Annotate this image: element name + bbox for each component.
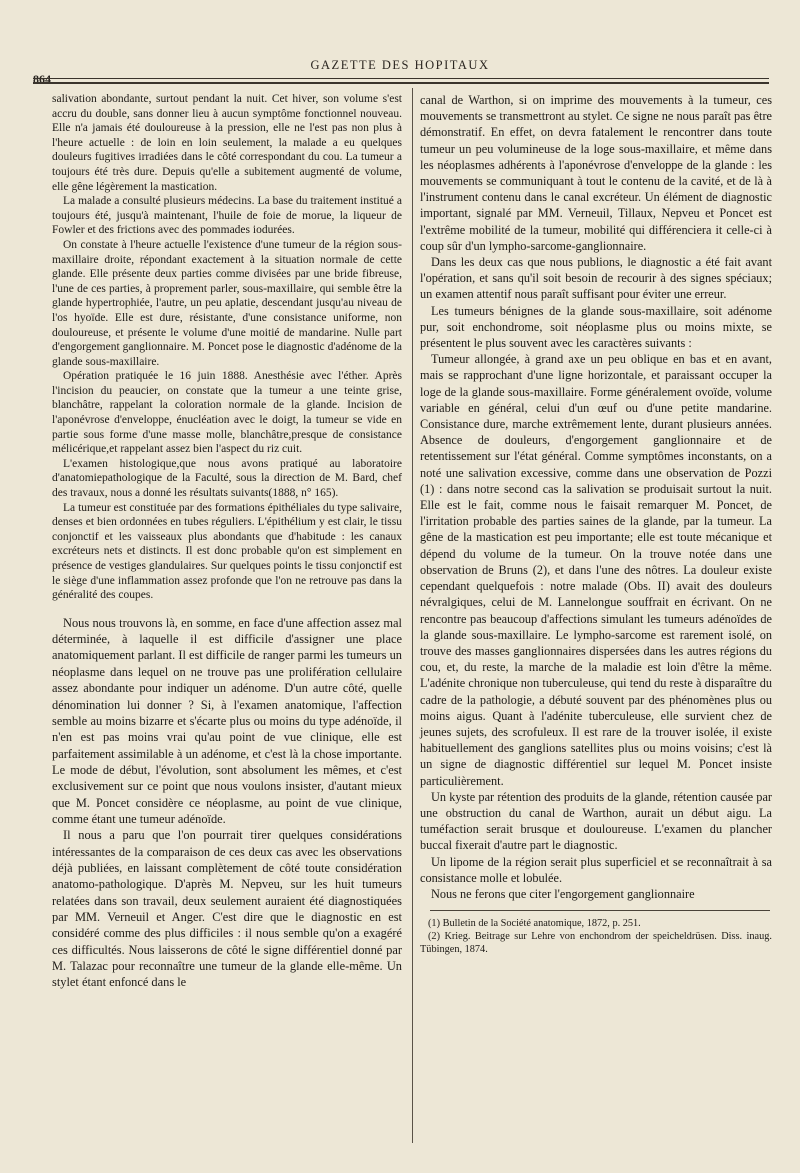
header-rule [33, 78, 769, 79]
running-head: GAZETTE DES HOPITAUX [310, 58, 490, 72]
right-column [420, 92, 772, 956]
paragraph: L'examen histologique,que nous avons pratiqué au laboratoire d'anatomiepathologique de la Faculté, sous la direction de M. Bard, chef des travaux, nous a donné les résultats suivants(1888, n° 165). [52, 457, 402, 500]
paragraph: Les tumeurs bénignes de la glande sous-maxillaire, soit adénome pur, soit enchondrome, soit néoplasme plus ou moins mixte, se présentent le plus souvent avec les caractères suivants : [420, 303, 772, 351]
paragraph: La malade a consulté plusieurs médecins. La base du traitement institué a toujours été, jusqu'à maintenant, l'huile de foie de morue, la liqueur de Fowler et des frictions avec des pommades iodurées. [52, 195, 402, 237]
paragraph: Il nous a paru que l'on pourrait tirer quelques considérations intéressantes de la comparaison de ces deux cas avec les observations déjà publiées, en laissant complètement de côté toute considération anatomo-pathologique. D'après M. Nepveu, sur les huit tumeurs relatées dans son travail, deux seulement auraient été diagnostiquées par MM. Verneuil et Anger. C'est dire que le diagnostic en est considéré comme des plus difficiles : il nous semble qu'on a exagéré ces difficultés. Nous laisserons de côté le signe différentiel donné par M. Talazac pour reconnaître une tumeur de la glande elle-même. Un stylet étant enfoncé dans le [52, 828, 402, 990]
paragraph: Opération pratiquée le 16 juin 1888. Anesthésie avec l'éther. Après l'incision du peaucier, on constate que la tumeur a une teinte grise, blanchâtre, rappelant la coloration normale de la glande. Incision de l'aponévrose d'enveloppe, énucléation avec le doigt, la tumeur se vide en partie sous forme d'une masse molle, blanchâtre,presque de consistance mélicérique,et rappelant assez bien l'aspect du riz cuit. [52, 370, 402, 456]
paragraph: Tumeur allongée, à grand axe un peu oblique en bas et en avant, mais se rapprochant d'une ligne horizontale, et paraissant occuper la loge de la glande sous-maxillaire. Forme généralement ovoïde, volume variable en général, celui d'un œuf ou d'une petite mandarine. Consistance dure, marche extrêmement lente, durant plusieurs années. Absence de douleurs, d'engorgement ganglionnaire et de retentissement sur l'état général. Comme symptômes inconstants, on a noté une salivation excessive, comme dans une observation de Pozzi (1) : dans notre second cas la salivation se produisait surtout la nuit. Elle est le fait, comme nous le faisait remarquer M. Poncet, de l'irritation probable des parties saines de la glande, par la tumeur. La gêne de la mastication est peu importante; elle est toute mécanique et dépend du volume de la tumeur. On la trouve notée dans une observation de Bruns (2), et dans l'une des nôtres. La douleur existe cependant quelquefois : notre malade (Obs. II) avait des douleurs névralgiques, celui de M. Lannelongue souffrait en écrivant. On ne rencontre pas beaucoup d'affections simulant les tumeurs adénoïdes de la glande sous-maxillaire. Le lympho-sarcome est rarement isolé, on trouve des masses ganglionnaires dispersées dans les autres régions du cou, et, du reste, la marche de la maladie est loin d'être la même. L'adénite chronique non tuberculeuse, qui tend du reste à disparaître du cadre de la pathologie, a débuté souvent par des phénomènes plus ou moins aigus. Quant à l'adénite tuberculeuse, elle survient chez de jeunes sujets, des scrofuleux. Il est rare de la trouver isolée, il existe habituellement des ganglions satellites plus ou moins voisins; c'est là un signe de diagnostic différentiel sur lequel M. Poncet insiste particulièrement. [420, 352, 772, 788]
paragraph: canal de Warthon, si on imprime des mouvements à la tumeur, ces mouvements se transmettront au stylet. Ce signe ne nous paraît pas être démonstratif. En effet, on devra fatalement le rencontrer dans toute tumeur un peu volumineuse de la loge sous-maxillaire, et même dans les néoplasmes adhérents à l'aponévrose d'enveloppe de la glande : les mouvements se communiquant à tout le contenu de la cavité, et de là à l'instrument contenu dans le canal excréteur. Un élément de diagnostic important, signalé par MM. Verneuil, Tillaux, Nepveu et Poncet est l'extrême mobilité de la tumeur, mobilité qui différenciera it celle-ci à coup sûr d'un lympho-sarcome-ganglionnaire. [420, 93, 772, 253]
paragraph: On constate à l'heure actuelle l'existence d'une tumeur de la région sous-maxillaire droite, répondant exactement à la situation normale de cette glande. Elle présente deux parties comme divisées par une bride fibreuse, l'une de ces parties, à proprement parler, sous-maxillaire, qui semble être la glande hypertrophiée, l'autre, un peu aplatie, descendant jusqu'au niveau de l'os hyoïde. Elle est dure, résistante, d'une consistance uniforme, non douloureuse, et présente le volume d'une moitié de mandarine. Nulle part d'engorgement ganglionnaire. M. Poncet pose le diagnostic d'adénome de la glande sous-maxillaire. [52, 238, 402, 368]
header-rule-thick [33, 82, 769, 84]
paragraph: Dans les deux cas que nous publions, le diagnostic a été fait avant l'opération, et sans qu'il soit besoin de recourir à des signes spéciaux; un examen attentif nous paraît suffisant pour éviter une erreur. [420, 255, 772, 302]
left-column [52, 92, 402, 991]
footnote: (1) Bulletin de la Société anatomique, 1872, p. 251. [428, 918, 641, 930]
paragraph: salivation abondante, surtout pendant la nuit. Cet hiver, son volume s'est accru du double, sans donner lieu à aucun symptôme fonctionnel nouveau. Elle n'a jamais été douloureuse à la pression, elle ne l'est pas non plus à l'heure actuelle : de loin en loin seulement, la malade a eu quelques douleurs fugitives irradiées dans le côté correspondant du cou. La tumeur a toujours été très dure. Depuis qu'elle a subitement augmenté de volume, elle gêne légèrement la mastication. [52, 93, 402, 193]
footnotes [420, 917, 772, 956]
paragraph: Nous nous trouvons là, en somme, en face d'une affection assez mal déterminée, à laquelle il est difficile d'assigner une place anatomiquement parlant. Il est difficile de ranger parmi les tumeurs un néoplasme dans lequel on ne trouve pas une prolifération cellulaire assez abondante pour indiquer un adénome. D'un autre côté, quelle dénomination lui donner ? Si, à l'examen anatomique, l'affection semble au moins bizarre et s'écarte plus ou moins du type adénoïde, il n'en est pas moins vrai qu'au point de vue clinique, elle est parfaitement assimilable à un adénome, et c'est là la chose importante. Le mode de début, l'évolution, sont absolument les mêmes, et c'est exclusivement sur ce point que nous voulons insister, d'autant mieux que M. Poncet considère ce néoplasme, au point de vue clinique, comme étant une tumeur adénoïde. [52, 615, 402, 826]
section-gap [52, 603, 402, 615]
paragraph: Un lipome de la région serait plus superficiel et se reconnaîtrait à sa consistance molle et lobulée. [420, 854, 772, 885]
paragraph: Un kyste par rétention des produits de la glande, rétention causée par une obstruction du canal de Warthon, aurait un début aigu. La tuméfaction serait brusque et douloureuse. L'examen du plancher buccal fixerait d'autre part le diagnostic. [420, 789, 772, 853]
footnote-rule [430, 910, 770, 911]
paragraph: Nous ne ferons que citer l'engorgement ganglionnaire [431, 886, 695, 901]
page-number: 864 [33, 72, 51, 86]
footnote: (2) Krieg. Beitrage sur Lehre von enchondrom der speicheldrüsen. Diss. inaug. Tübingen, 1874. [420, 931, 772, 956]
column-divider [412, 88, 413, 1143]
paragraph: La tumeur est constituée par des formations épithéliales du type salivaire, denses et bien ordonnées en tubes réguliers. L'épithélium y est clair, le tissu conjonctif et les vaisseaux plus abondants que d'habitude : les canaux excréteurs nets et distincts. Il est donc probable qu'on est simplement en présence de vestiges glandulaires. Sur quelques points le tissu conjonctif est le siège d'une inflammation assez profonde que l'on ne retrouve pas dans la généralité des coupes. [52, 501, 402, 602]
